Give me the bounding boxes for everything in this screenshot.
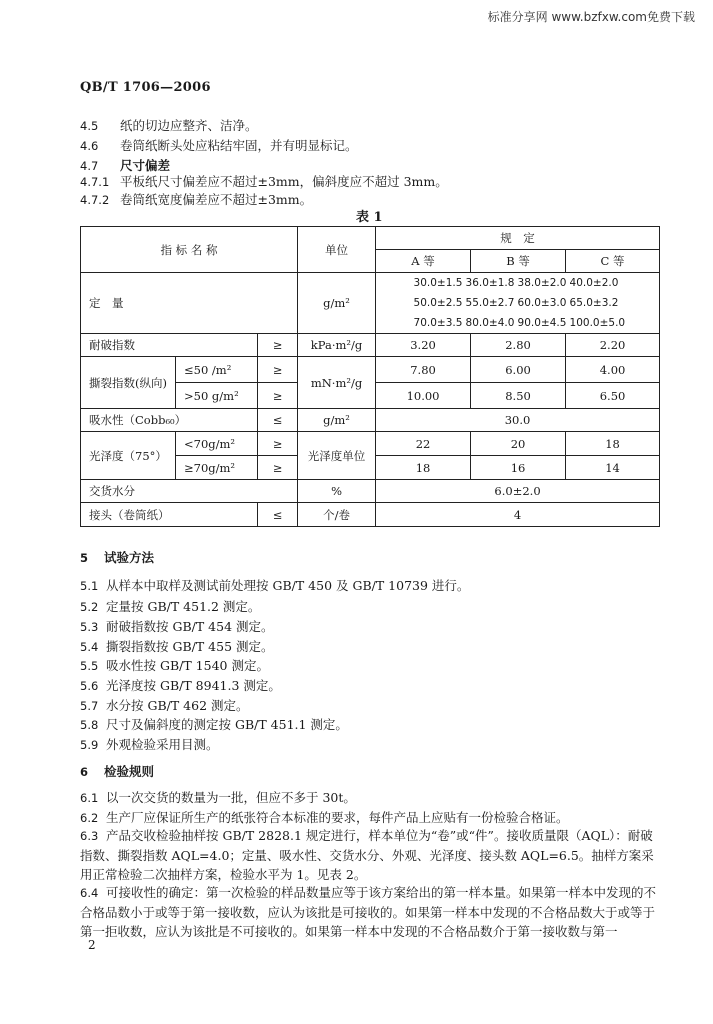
gloss-1-b: 20 [471,432,566,456]
table-caption: 表 1 [356,210,383,225]
clause-5-8: 5.8 尺寸及偏斜度的测定按 GB/T 451.1 测定。 [80,717,348,732]
burst-label: 耐破指数 [81,334,258,357]
grammage-row: 70.0±3.5 80.0±4.0 90.0±4.5 100.0±5.0 [413,317,626,329]
gloss-1-c: 18 [566,432,660,456]
tear-sym-1: ≥ [258,357,298,383]
tear-2-a: 10.00 [376,383,471,409]
clause-6-1: 6.1 以一次交货的数量为一批，但应不多于 30t。 [80,790,356,805]
joints-value: 4 [376,503,660,527]
tear-1-a: 7.80 [376,357,471,383]
gloss-sym-1: ≥ [258,432,298,456]
cobb-sym: ≤ [258,409,298,432]
joints-sym: ≤ [258,503,298,527]
burst-c: 2.20 [566,334,660,357]
tear-unit: mN·m²/g [298,357,376,409]
tear-label: 撕裂指数(纵向) [81,357,176,409]
header-indicator: 指 标 名 称 [81,227,298,273]
grammage-row: 50.0±2.5 55.0±2.7 60.0±3.0 65.0±3.2 [413,297,619,309]
grammage-label: 定 量 [81,273,298,334]
clause-6-4: 6.4 可接收性的确定：第一次检验的样品数量应等于该方案给出的第一样本量。如果第一样本中发现的不合格品数小于或等于第一接收数，应认为该批是可接收的。如果第一样本中发现的不合格品数大于或等于第一拒收数，应认为该批是不可接收的。如果第一样本中发现的不合格品数介于第一接收数与第一 [80,885,657,939]
burst-unit: kPa·m²/g [298,334,376,357]
grade-a: A 等 [376,250,471,273]
page-number: 2 [88,938,96,952]
moisture-label: 交货水分 [81,480,298,503]
joints-label: 接头（卷筒纸） [81,503,258,527]
clause-4-7-1: 4.7.1 平板纸尺寸偏差应不超过±3mm，偏斜度应不超过 3mm。 [80,174,448,189]
section-5-title: 5 试验方法 [80,550,155,565]
tear-1-b: 6.00 [471,357,566,383]
watermark: 标准分享网 www.bzfxw.com免费下载 [487,10,695,24]
grade-c: C 等 [566,250,660,273]
clause-4-7-2: 4.7.2 卷筒纸宽度偏差应不超过±3mm。 [80,192,313,207]
clause-4-5: 4.5 纸的切边应整齐、洁净。 [80,118,258,133]
burst-sym: ≥ [258,334,298,357]
joints-unit: 个/卷 [298,503,376,527]
clause-4-7: 4.7 尺寸偏差 [80,158,171,173]
tear-cond-1: ≤50 /m² [176,357,258,383]
moisture-unit: % [298,480,376,503]
grammage-unit: g/m² [298,273,376,334]
clause-4-6: 4.6 卷筒纸断头处应粘结牢固，并有明显标记。 [80,138,358,153]
clause-5-3: 5.3 耐破指数按 GB/T 454 测定。 [80,619,274,634]
tear-sym-2: ≥ [258,383,298,409]
grade-b: B 等 [471,250,566,273]
header-unit: 单位 [298,227,376,273]
clause-5-1: 5.1 从样本中取样及测试前处理按 GB/T 450 及 GB/T 10739 进行。 [80,578,470,593]
spec-table [80,226,660,527]
clause-5-2: 5.2 定量按 GB/T 451.2 测定。 [80,599,261,614]
burst-a: 3.20 [376,334,471,357]
gloss-2-b: 16 [471,456,566,480]
tear-2-c: 6.50 [566,383,660,409]
clause-6-3: 6.3 产品交收检验抽样按 GB/T 2828.1 规定进行，样本单位为“卷”或“件”。接收质量限（AQL）：耐破指数、撕裂指数 AQL=4.0；定量、吸水性、交货水分、外观、光泽度、接头数 AQL=6.5。抽样方案采用正常检验二次抽样方案，检验水平为 1。见表 2。 [80,828,654,882]
gloss-label: 光泽度（75°） [81,432,176,480]
gloss-sym-2: ≥ [258,456,298,480]
gloss-2-a: 18 [376,456,471,480]
header-spec: 规 定 [376,227,660,250]
gloss-2-c: 14 [566,456,660,480]
cobb-value: 30.0 [376,409,660,432]
clause-5-6: 5.6 光泽度按 GB/T 8941.3 测定。 [80,678,281,693]
tear-1-c: 4.00 [566,357,660,383]
gloss-cond-1: <70g/m² [176,432,258,456]
grammage-values [376,273,660,334]
moisture-value: 6.0±2.0 [376,480,660,503]
clause-5-9: 5.9 外观检验采用目测。 [80,737,219,752]
clause-6-2: 6.2 生产厂应保证所生产的纸张符合本标准的要求，每件产品上应贴有一份检验合格证。 [80,810,569,825]
tear-cond-2: >50 g/m² [176,383,258,409]
gloss-1-a: 22 [376,432,471,456]
burst-b: 2.80 [471,334,566,357]
clause-5-7: 5.7 水分按 GB/T 462 测定。 [80,698,249,713]
gloss-unit: 光泽度单位 [298,432,376,480]
cobb-label: 吸水性（Cobb₆₀） [81,409,258,432]
clause-5-5: 5.5 吸水性按 GB/T 1540 测定。 [80,658,269,673]
grammage-row: 30.0±1.5 36.0±1.8 38.0±2.0 40.0±2.0 [413,277,619,289]
cobb-unit: g/m² [298,409,376,432]
standard-number: QB/T 1706—2006 [80,80,211,95]
gloss-cond-2: ≥70g/m² [176,456,258,480]
clause-5-4: 5.4 撕裂指数按 GB/T 455 测定。 [80,639,274,654]
section-6-title: 6 检验规则 [80,764,155,779]
tear-2-b: 8.50 [471,383,566,409]
